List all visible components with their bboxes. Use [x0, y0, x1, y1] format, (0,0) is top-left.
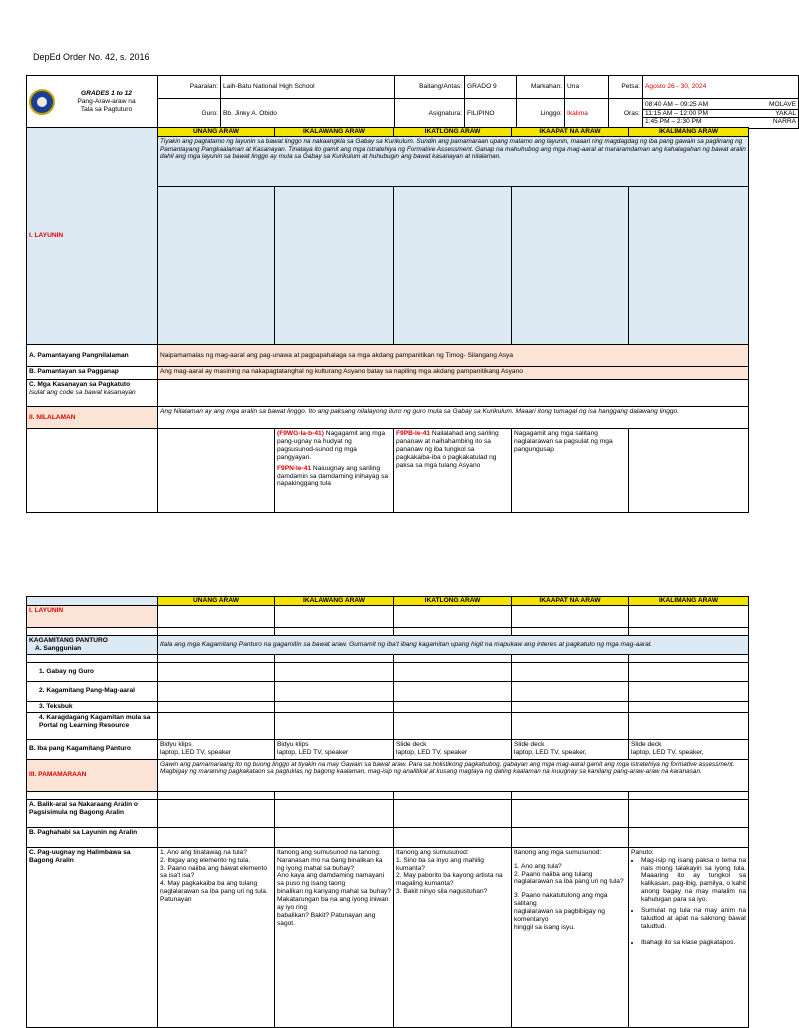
c-day1: 1. Ano ang tinatawag na tula? 2. Ibigay ang elemento ng tula. 3. Paano naiiba ang bawat elemento sa isa't isa? 4. May pagkakaiba ba ang tulang naglalarawan sa iba pang uri ng tula. Patunayan — [158, 847, 275, 1027]
c-day2: Itanong ang sumusunod na tanong: Naranasan mo na bang binalikan ka ng iyong mahal sa buhay? Ano kaya ang damdaming namayani sa puso ng isang taong binalikan ng kanyang mahal sa buhay? Makatarungan ba na ang iyong iniwan ay iyo ring babalikan? Bakit? Patunayan ang sagot. — [275, 847, 394, 1027]
balik-aral-label: A. Balik-aral sa Nakaraang Aralin o Pagsisimula ng Bagong Aralin — [27, 799, 158, 827]
layunin-day1 — [158, 187, 275, 345]
petsa-value: Agosto 26 - 30, 2024 — [643, 76, 799, 99]
p2-day-header-4: IKAAPAT NA ARAW — [512, 597, 629, 606]
iba-pang-day4: Slide deck laptop, LED TV, speaker, — [512, 739, 629, 759]
list-item: • Mag-isip ng isang paksa o tema na nais mong talakayin sa iyong tula. Maaaring ito ay tungkol sa kalikasan, pag-ibig, pamilya, o kahit anong bagay na may malalim na kahulugan para sa iyo. — [641, 857, 746, 904]
oras-label: Oras: — [609, 99, 643, 129]
panuto-title: Panuto: — [631, 848, 654, 856]
baitang-label: Baitang/Antas: — [395, 76, 465, 99]
pagganap-label: B. Pamantayan sa Pagganap — [27, 367, 158, 380]
layunin-label: I. LAYUNIN — [27, 128, 158, 345]
p2-layunin-day3 — [394, 606, 512, 628]
dll-body-page1 — [26, 127, 749, 513]
iba-pang-day5: Slide deck laptop, LED TV, speaker, — [629, 739, 749, 759]
p2-spacer — [27, 628, 158, 636]
paaralan-label: Paaralan: — [158, 76, 221, 99]
kagamitan-label: KAGAMITANG PANTURO — [29, 637, 108, 644]
kagamitan-cell — [27, 636, 158, 655]
iba-pang-day2: Bidyu klips laptop, LED TV, speaker — [275, 739, 394, 759]
kagamitan-note: Itala ang mga Kagamitang Panturo na gagamitin sa bawat araw. Gumamit ng iba't ibang kagamitan upang higit na mapukaw ang interes at pagkatuto ng mga mag-aaral. — [158, 636, 749, 655]
nilalaman-day3: F9PB-Ie-41 Nailalahad ang sariling pananaw at naihahambing ito sa pananaw ng iba tungkol sa pagkakaiba-iba o pagkakatulad ng paksa sa mga tulang Asyano — [394, 429, 512, 513]
oras-cell — [643, 99, 799, 129]
layunin-note: Tiyakin ang pagtatamo ng layunin sa bawat linggo na nakaangkla sa Gabay sa Kurikulum. Sundin ang pamamaraan upang matamo ang layunin, maaari ring magdagdag ng iba pang gawain sa paglinang ng Pamantayang Pangkaalaman at Kasanayan. Tinataya ito gamit ang mga istratehiya ng Formative Assessment. Ganap na mahuhubog ang mga mag-aaral at mararamdaman ang kahalagahan ng bawat aralin dahil ang mga layunin sa bawat linggo ay mula sa Gabay sa Kurikulum at huhubugin ang bawat kasanayan at nilalaman. — [158, 137, 749, 187]
paghahabi-label: B. Paghahabi sa Layunin ng Aralin — [27, 827, 158, 847]
kasanayan-label: C. Mga Kasanayan sa Pagkatuto — [29, 381, 131, 388]
guro-value: Bb. Jinky A. Obido — [221, 99, 395, 129]
p2-day-header-1: UNANG ARAW — [158, 597, 275, 606]
grades-label: GRADES 1 to 12 — [81, 90, 132, 98]
asignatura-label: Asignatura: — [395, 99, 465, 129]
p2-layunin-day2 — [275, 606, 394, 628]
c-day4: Itanong ang mga sumusunod: 1. Ano ang tula? 2. Paano naiiba ang tulang naglalarawan sa iba pang uri ng tula? 3. Paano nakatutulong ang mga salitang naglalarawan sa pagbibigay ng komentaryo hinggil sa isang isyu. — [512, 847, 629, 1027]
teksbuk-label: 3. Teksbuk — [27, 701, 158, 712]
guro-label: Guro: — [158, 99, 221, 129]
p2-layunin-day1 — [158, 606, 275, 628]
panuto-list — [631, 857, 746, 947]
day-header-2: IKALAWANG ARAW — [275, 128, 394, 137]
markahan-value: Una — [565, 76, 609, 99]
p2-layunin-label: I. LAYUNIN — [27, 606, 158, 628]
pangnilalaman-text: Naipamamalas ng mag-aaral ang pag-unawa at pagpapahalaga sa mga akdang pampanitikan ng Timog- Silangang Asya — [158, 345, 749, 367]
nilalaman-day2: (F9WG-Ia-b-41) Nagagamit ang mga pang-ugnay na hudyat ng pagsusunod-sunod ng mga pangyayari. F9PN-Ie-41 Naiuugnay ang sariling damdamin sa damdaming inihayag sa napakinggang tula — [275, 429, 394, 513]
list-item: • Ibahagi ito sa klase pagkatapos. — [641, 939, 746, 947]
p2-layunin-day4 — [512, 606, 629, 628]
pangnilalaman-label: A. Pamantayang Pangnilalaman — [27, 345, 158, 367]
nilalaman-day4: Nagagamit ang mga salitang naglalarawan sa pagsulat ng mga pangungusap — [512, 429, 629, 513]
c-day3: Itanong ang sumusunod: 1. Sino ba sa inyo ang mahilig kumanta? 2. May paborito ba kayong artista na magaling kumanta? 3. Bakit ninyo sila nagustuhan? — [394, 847, 512, 1027]
layunin-day5 — [629, 187, 749, 345]
kasanayan-cell — [27, 380, 158, 407]
p2-layunin-day5 — [629, 606, 749, 628]
nilalaman-day5 — [629, 429, 749, 513]
pagganap-text: Ang mag-aaral ay masining na nakapagtatanghal ng kulturang Asyano batay sa napiling mga akdang pampanitikang Asyano — [158, 367, 749, 380]
pang-mag-aaral-label: 2. Kagamitang Pang-Mag-aaral — [27, 681, 158, 701]
layunin-day2 — [275, 187, 394, 345]
asignatura-value: FILIPINO — [465, 99, 517, 129]
paaralan-value: Laih-Batu National High School — [221, 76, 395, 99]
day-header-5: IKALIMANG ARAW — [629, 128, 749, 137]
nilalaman-row-label — [27, 429, 158, 513]
nilalaman-day1 — [158, 429, 275, 513]
iba-pang-label: B. Iba pang Kagamitang Panturo — [27, 739, 158, 759]
kasanayan-sub: Isulat ang code sa bawat kasanayan — [29, 388, 136, 396]
day-header-1: UNANG ARAW — [158, 128, 275, 137]
layunin-day3 — [394, 187, 512, 345]
deped-seal-icon — [29, 89, 55, 115]
dll-table-page1 — [26, 75, 799, 129]
linggo-label: Linggo: — [517, 99, 565, 129]
linggo-value: Ikalima — [565, 99, 609, 129]
sanggunian-label: A. Sanggunian — [35, 644, 82, 652]
day-header-4: IKAAPAT NA ARAW — [512, 128, 629, 137]
kasanayan-text — [158, 380, 749, 407]
nilalaman-label: II. NILALAMAN — [27, 407, 158, 429]
oras-row: 1:45 PM – 2:30 PM NARRA — [645, 118, 797, 126]
c-day5 — [629, 847, 749, 1027]
baitang-value: GRADO 9 — [465, 76, 517, 99]
gabay-label: 1. Gabay ng Guro — [27, 662, 158, 681]
pamamaraan-label: III. PAMAMARAAN — [27, 759, 158, 791]
layunin-day4 — [512, 187, 629, 345]
oras-row: 11:15 AM – 12:00 PM YAKAL — [645, 109, 797, 117]
petsa-label: Petsa: — [609, 76, 643, 99]
list-item: • Sumulat ng tula na may anim na taludtod at apat na saknong bawat taludtud. — [641, 907, 746, 931]
p2-day-header-3: IKATLONG ARAW — [394, 597, 512, 606]
dll-table-page2 — [26, 596, 749, 1028]
pamamaraan-note: Gawin ang pamamaraang ito ng buong linggo at tiyakin na may Gawain sa bawat araw. Para sa holistikong pagkahubog, gabayan ang mga mag-aaral gamit ang mga istratehiya ng formative assessment. Magbigay ng maraming pagkakataon sa pagtuklas ng bagong kaalaman, mag-isip ng analitikal at kusang magtaya ng dating kaalaman na inuugnay sa kanilang pang-araw-araw na karanasan. — [158, 759, 749, 791]
subtitle-line2: Tala sa Pagtuturo — [80, 105, 133, 113]
p2-day-header-5: IKALIMANG ARAW — [629, 597, 749, 606]
day-header-3: IKATLONG ARAW — [394, 128, 512, 137]
p2-header-empty — [27, 597, 158, 606]
header-title-cell — [27, 76, 158, 129]
nilalaman-note: Ang Nilalaman ay ang mga aralin sa bawat linggo. Ito ang paksang nilalayong ituro ng guro mula sa Gabay sa Kurikulum. Maaari itong tumagal ng isa hanggang dalawang linggo. — [158, 407, 749, 429]
deped-order: DepEd Order No. 42, s. 2016 — [33, 52, 150, 62]
karagdagang-label: 4. Karagdagang Kagamitan mula sa Portal ng Learning Resource — [27, 712, 158, 739]
markahan-label: Markahan: — [517, 76, 565, 99]
pag-uugnay-label: C. Pag-uugnay ng Halimbawa sa Bagong Aralin — [27, 847, 158, 1027]
oras-row: 08:40 AM – 09:25 AM MOLAVE — [645, 100, 797, 108]
iba-pang-day1: Bidyu klips laptop, LED TV, speaker — [158, 739, 275, 759]
iba-pang-day3: Slide deck laptop, LED TV, speaker — [394, 739, 512, 759]
p2-day-header-2: IKALAWANG ARAW — [275, 597, 394, 606]
subtitle-line1: Pang-Araw-araw na — [77, 98, 136, 106]
